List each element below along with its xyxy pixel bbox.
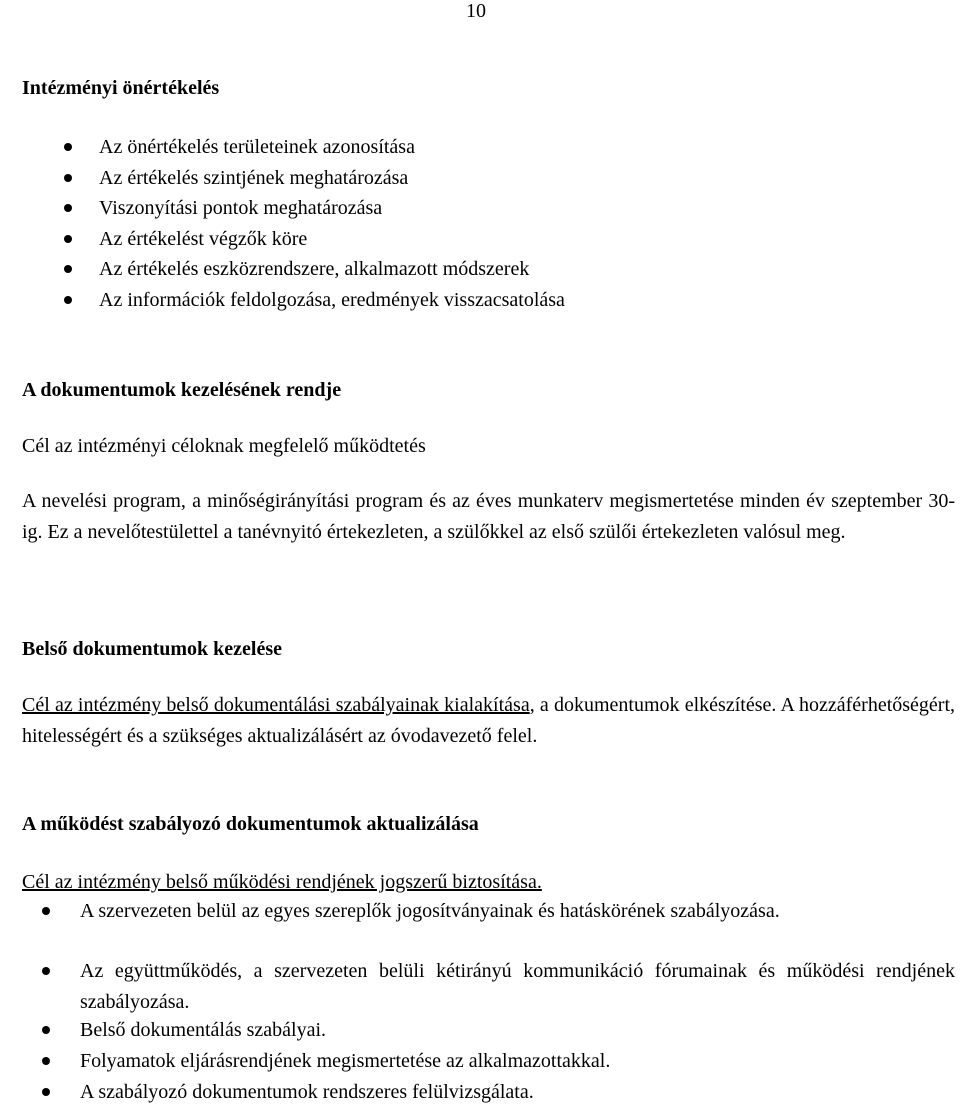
- list-item: A szervezeten belül az egyes szereplők jogosítványainak és hatáskörének szabályozása.: [0, 896, 960, 956]
- section-goal-lawful-operation: Cél az intézmény belső működési rendjének jogszerű biztosítása.: [22, 871, 542, 893]
- list-item: Az értékelést végzők köre: [0, 224, 960, 255]
- page-number: 10: [466, 0, 486, 22]
- section-heading-document-handling: A dokumentumok kezelésének rendje: [22, 379, 342, 401]
- section-heading-regulatory-documents: A működést szabályozó dokumentumok aktualizálása: [22, 813, 479, 835]
- bullet-icon: [64, 296, 72, 304]
- list-item: Belső dokumentálás szabályai.: [0, 1015, 960, 1046]
- list-item: Az együttműködés, a szervezeten belüli kétirányú kommunikáció fórumainak és működési rendjének szabályozása.: [0, 956, 960, 1015]
- list-item: Az értékelés szintjének meghatározása: [0, 163, 960, 194]
- list-item: Az önértékelés területeinek azonosítása: [0, 132, 960, 163]
- paragraph-internal-documents: [22, 690, 955, 752]
- internal-documents-goal: Cél az intézmény belső dokumentálási szabályainak kialakítása: [22, 694, 530, 716]
- section-heading-self-evaluation: Intézményi önértékelés: [22, 77, 220, 99]
- list-item: Az értékelés eszközrendszere, alkalmazott módszerek: [0, 254, 960, 285]
- list-item: Viszonyítási pontok meghatározása: [0, 193, 960, 224]
- bullet-icon: [64, 265, 72, 273]
- bullet-icon: [42, 1088, 50, 1096]
- list-item: Folyamatok eljárásrendjének megismertetése az alkalmazottakkal.: [0, 1046, 960, 1077]
- list-item: A szabályozó dokumentumok rendszeres felülvizsgálata.: [0, 1077, 960, 1108]
- regulatory-documents-list: [0, 896, 960, 1108]
- bullet-icon: [42, 1026, 50, 1034]
- self-evaluation-list: [0, 132, 960, 316]
- bullet-icon: [42, 907, 50, 915]
- bullet-icon: [64, 143, 72, 151]
- internal-documents-text: , a dokumentumok elkészítése. A hozzáférhetőségért, hitelességért és a szükséges aktualizálásért az óvodavezető felel.: [22, 694, 956, 747]
- bullet-icon: [64, 174, 72, 182]
- paragraph-program-introduction: A nevelési program, a minőségirányítási program és az éves munkaterv megismertetése minden év szeptember 30-ig. Ez a nevelőtestülettel a tanévnyitó értekezleten, a szülőkkel az első szülői értekezleten valósul meg.: [22, 490, 955, 543]
- bullet-icon: [64, 235, 72, 243]
- section-heading-internal-documents: Belső dokumentumok kezelése: [22, 638, 282, 660]
- bullet-icon: [42, 1057, 50, 1065]
- bullet-icon: [42, 967, 50, 975]
- list-item: Az információk feldolgozása, eredmények visszacsatolása: [0, 285, 960, 316]
- section-goal-operation: Cél az intézményi céloknak megfelelő működtetés: [22, 435, 426, 457]
- bullet-icon: [64, 204, 72, 212]
